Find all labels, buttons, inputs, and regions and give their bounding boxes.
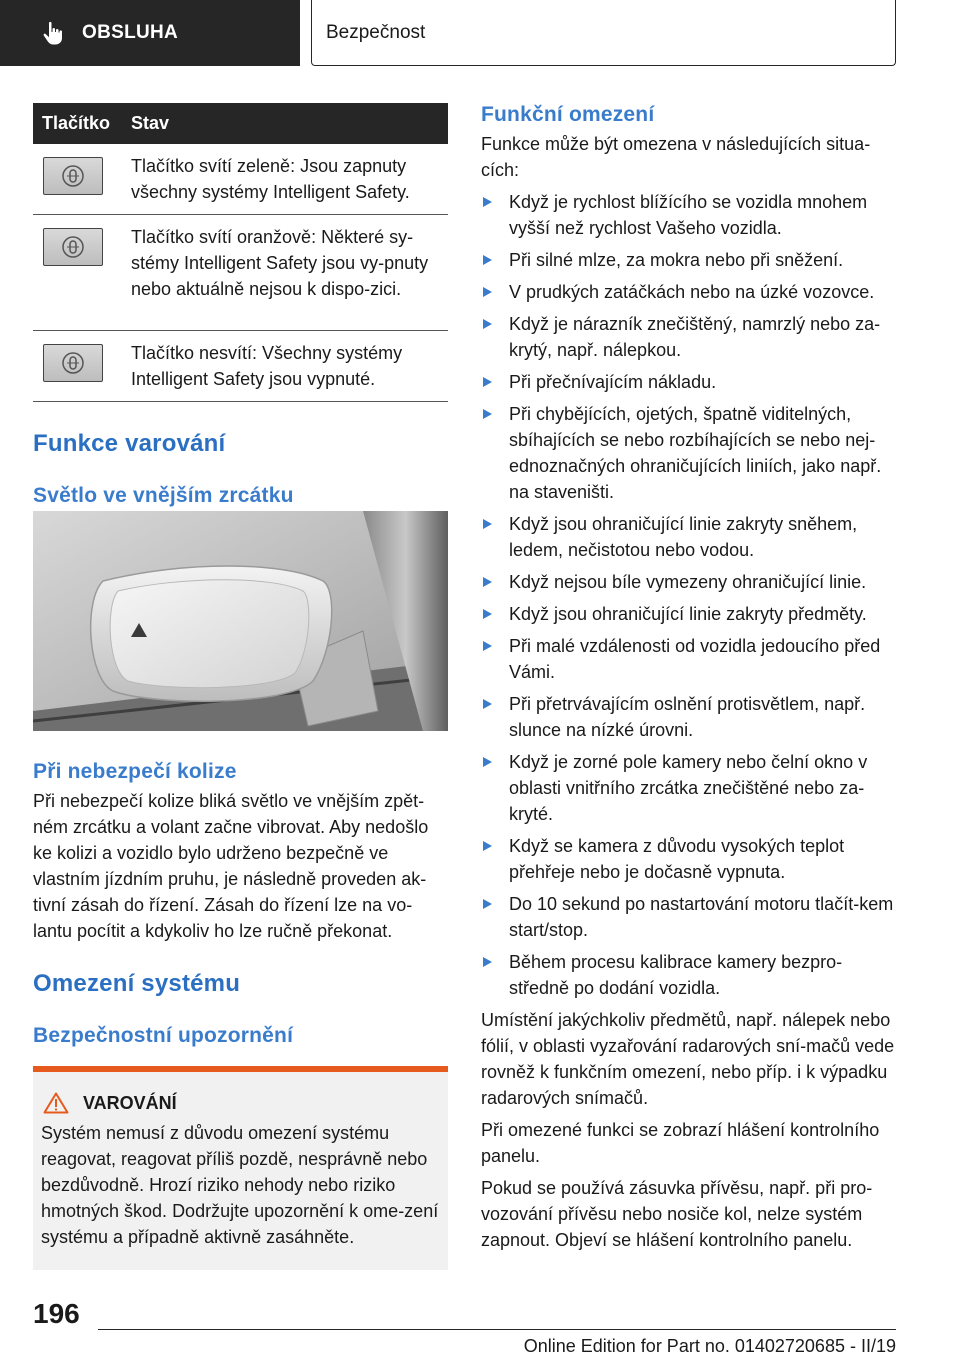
list-item: Při malé vzdálenosti od vozidla jedoucího před Vámi.	[481, 633, 896, 685]
bullet-triangle-icon	[483, 957, 492, 967]
list-item: Při přečnívajícím nákladu.	[481, 369, 896, 395]
paragraph-message: Při omezené funkci se zobrazí hlášení kontrolního panelu.	[481, 1120, 880, 1166]
bullet-triangle-icon	[483, 377, 492, 387]
table-cell-state: Tlačítko nesvítí: Všechny systémy Intelligent Safety jsou vypnuté.	[131, 343, 403, 389]
bullet-triangle-icon	[483, 699, 492, 709]
list-item: Když se kamera z důvodu vysokých teplot přehřeje nebo je dočasně vypnuta.	[481, 833, 896, 885]
bullet-triangle-icon	[483, 841, 492, 851]
safety-button-green-icon	[43, 157, 103, 195]
list-item: Když je rychlost blížícího se vozidla mnohem vyšší než rychlost Vašeho vozidla.	[481, 189, 896, 241]
bullet-triangle-icon	[483, 409, 492, 419]
safety-button-orange-icon	[43, 228, 103, 266]
list-item: Během procesu kalibrace kamery bezpro-středně po dodání vozidla.	[481, 949, 896, 1001]
warning-title: VAROVÁNÍ	[83, 1092, 177, 1113]
bullet-triangle-icon	[483, 255, 492, 265]
bullet-triangle-icon	[483, 319, 492, 329]
table-row	[33, 215, 448, 331]
list-item: Při přetrvávajícím oslnění protisvětlem, např. slunce na nízké úrovni.	[481, 691, 896, 743]
heading-limited-function: Funkční omezení	[481, 103, 655, 126]
table-row	[33, 144, 448, 215]
bullet-triangle-icon	[483, 577, 492, 587]
list-item: Když nejsou bíle vymezeny ohraničující linie.	[481, 569, 896, 595]
footer-edition: Online Edition for Part no. 01402720685 - II/19	[523, 1336, 896, 1356]
bullet-triangle-icon	[483, 519, 492, 529]
side-mirror-illustration	[33, 511, 448, 731]
bullet-triangle-icon	[483, 757, 492, 767]
list-item: V prudkých zatáčkách nebo na úzké vozovce.	[481, 279, 896, 305]
hand-pointer-icon	[40, 20, 66, 46]
left-column	[33, 103, 448, 508]
list-item: Když je zorné pole kamery nebo čelní okno v oblasti vnitřního zrcátka znečištěné nebo za-kryté.	[481, 749, 896, 827]
table-header-state: Stav	[131, 113, 170, 133]
right-column	[481, 103, 896, 1253]
list-item: Když jsou ohraničující linie zakryty předměty.	[481, 601, 896, 627]
heading-warning-function: Funkce varování	[33, 430, 226, 457]
table-cell-state: Tlačítko svítí oranžově: Některé sy-stémy Intelligent Safety jsou vy-pnuty nebo aktuálně nejsou k dispo-zici.	[131, 227, 429, 299]
heading-safety-notes: Bezpečnostní upozornění	[33, 1024, 294, 1047]
warning-box	[33, 1066, 448, 1270]
warning-text: Systém nemusí z důvodu omezení systému reagovat, reagovat příliš pozdě, nesprávně nebo bezdůvodně. Hrozí riziko nehody nebo riziko hmotných škod. Dodržujte upozornění k ome-zení systému a případně aktivně zasáhněte.	[41, 1123, 439, 1247]
paragraph-objects: Umístění jakýchkoliv předmětů, např. nálepek nebo fólií, v oblasti vyzařování radarových sní-mačů vede rovněž k funkčním omezení, nebo příp. i k výpadku radarových snímačů.	[481, 1010, 895, 1108]
section-tab	[0, 0, 300, 66]
heading-mirror-light: Světlo ve vnějším zrcátku	[33, 484, 294, 507]
bullet-triangle-icon	[483, 609, 492, 619]
list-item: Když je nárazník znečištěný, namrzlý nebo za-krytý, např. nálepkou.	[481, 311, 896, 363]
list-item: Při silné mlze, za mokra nebo při sněžení.	[481, 247, 896, 273]
safety-button-off-icon	[43, 344, 103, 382]
bullet-triangle-icon	[483, 899, 492, 909]
collision-section	[33, 760, 448, 1048]
limited-intro: Funkce může být omezena v následujících situa-cích:	[481, 134, 871, 180]
page-number: 196	[33, 1298, 80, 1329]
heading-collision: Při nebezpečí kolize	[33, 760, 237, 783]
limitations-list	[481, 189, 896, 1001]
section-label: OBSLUHA	[82, 22, 179, 43]
warning-title-row	[41, 1092, 440, 1114]
footer-divider	[98, 1329, 896, 1330]
heading-limits: Omezení systému	[33, 970, 241, 997]
bullet-triangle-icon	[483, 287, 492, 297]
list-item: Když jsou ohraničující linie zakryty sněhem, ledem, nečistotou nebo vodou.	[481, 511, 896, 563]
table-header	[33, 103, 448, 144]
paragraph-trailer: Pokud se používá zásuvka přívěsu, např. při pro-vozování přívěsu nebo nosiče kol, nelze systém zapnout. Objeví se hlášení kontrolního panelu.	[481, 1178, 873, 1250]
chapter-label: Bezpečnost	[326, 21, 426, 43]
bullet-triangle-icon	[483, 197, 492, 207]
list-item: Při chybějících, ojetých, špatně viditelných, sbíhajících se nebo rozbíhajících se nebo nej-ednoznačných ohraničujících liniích, jako např. na staveništi.	[481, 401, 896, 505]
chapter-tab	[311, 0, 896, 66]
list-item: Do 10 sekund po nastartování motoru tlačít-kem start/stop.	[481, 891, 896, 943]
table-row	[33, 331, 448, 402]
bullet-triangle-icon	[483, 641, 492, 651]
table-cell-state: Tlačítko svítí zeleně: Jsou zapnuty všechny systémy Intelligent Safety.	[131, 156, 410, 202]
warning-triangle-icon	[43, 1092, 69, 1114]
collision-paragraph: Při nebezpečí kolize bliká světlo ve vnějším zpět-ném zrcátku a volant začne vibrovat. Aby nedošlo ke kolizi a vozidlo bylo udrženo bezpečně ve vlastním jízdním pruhu, je následně proveden ak-tivní zásah do řízení. Zásah do řízení lze na vo-lantu pocítit a kdykoliv ho lze ručně překonat.	[33, 791, 429, 941]
table-header-button: Tlačítko	[42, 113, 111, 133]
